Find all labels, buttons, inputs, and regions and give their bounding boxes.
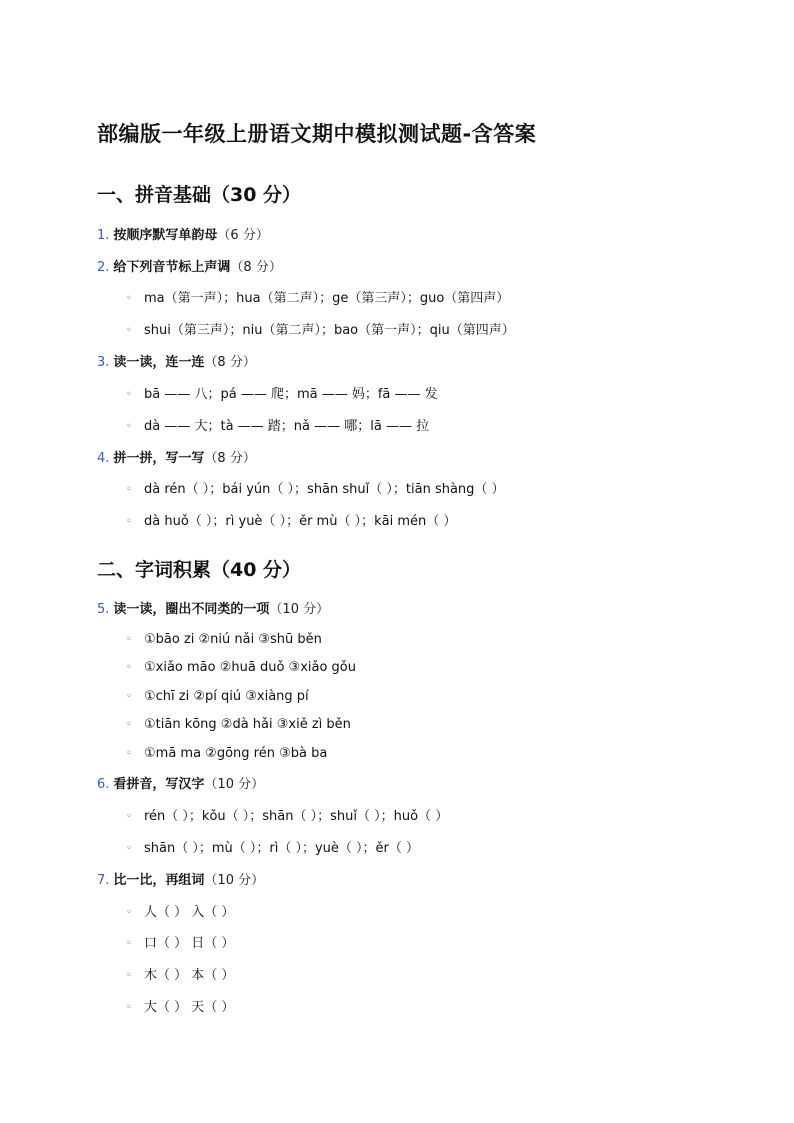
- bullet-icon: ◦: [126, 938, 132, 949]
- item-text: shui（第三声）；niu（第二声）；bao（第一声）；qiu（第四声）: [144, 323, 515, 338]
- bullet-icon: ◦: [126, 811, 132, 822]
- bullet-icon: ◦: [126, 843, 132, 854]
- bullet-icon: ◦: [126, 1002, 132, 1013]
- question-text: 给下列音节标上声调: [113, 260, 231, 275]
- question-text: 按顺序默写单韵母: [113, 228, 218, 243]
- question-2: [97, 256, 282, 275]
- question-6: [97, 773, 264, 792]
- list-item: [126, 660, 356, 675]
- item-text: shān（ ）；mù（ ）；rì（ ）；yuè（ ）；ěr（ ）: [144, 841, 420, 856]
- item-text: dà —— 大；tà —— 踏；nǎ —— 哪；lā —— 拉: [144, 419, 430, 434]
- document-title: 部编版一年级上册语文期中模拟测试题-含答案: [97, 122, 537, 146]
- list-item: [126, 996, 234, 1015]
- list-item: [126, 287, 509, 306]
- bullet-icon: ◦: [126, 907, 132, 918]
- item-text: 大（ ） 天（ ）: [144, 1000, 235, 1015]
- item-text: dà huǒ（ ）；rì yuè（ ）；ěr mù（ ）；kāi mén（ ）: [144, 514, 457, 529]
- item-text: ma（第一声）；hua（第二声）；ge（第三声）；guo（第四声）: [144, 291, 510, 306]
- question-5: [97, 598, 329, 617]
- bullet-icon: ◦: [126, 484, 132, 495]
- list-item: [126, 415, 429, 434]
- question-number: 3.: [97, 355, 110, 370]
- bullet-icon: ◦: [126, 719, 132, 730]
- question-number: 7.: [97, 873, 110, 888]
- list-item: [126, 964, 234, 983]
- list-item: [126, 901, 234, 920]
- list-item: [126, 689, 309, 704]
- question-text: 读一读，连一连: [113, 355, 205, 370]
- bullet-icon: ◦: [126, 389, 132, 400]
- list-item: [126, 632, 322, 647]
- question-number: 6.: [97, 777, 110, 792]
- question-4: [97, 447, 256, 466]
- bullet-icon: ◦: [126, 691, 132, 702]
- question-text: 比一比，再组词: [113, 873, 205, 888]
- question-score: （8 分）: [230, 260, 282, 275]
- item-text: ①xiǎo māo ②huā duǒ ③xiǎo gǒu: [144, 660, 356, 675]
- question-score: （8 分）: [204, 355, 256, 370]
- item-text: ①bāo zi ②niú nǎi ③shū běn: [144, 632, 322, 647]
- list-item: [126, 837, 419, 856]
- question-7: [97, 869, 264, 888]
- list-item: [126, 717, 351, 732]
- question-text: 看拼音，写汉字: [113, 777, 205, 792]
- list-item: [126, 319, 515, 338]
- item-text: bā —— 八；pá —— 爬；mā —— 妈；fā —— 发: [144, 387, 438, 402]
- list-item: [126, 805, 448, 824]
- item-text: 口（ ） 日（ ）: [144, 936, 235, 951]
- item-text: 人（ ） 入（ ）: [144, 905, 235, 920]
- question-score: （6 分）: [217, 228, 269, 243]
- bullet-icon: ◦: [126, 516, 132, 527]
- bullet-icon: ◦: [126, 293, 132, 304]
- question-score: （10 分）: [204, 873, 265, 888]
- question-score: （8 分）: [204, 451, 256, 466]
- question-text: 读一读，圈出不同类的一项: [113, 602, 270, 617]
- list-item: [126, 383, 438, 402]
- item-text: dà rén（ ）；bái yún（ ）；shān shuǐ（ ）；tiān shàng（ ）: [144, 482, 505, 497]
- item-text: 木（ ） 本（ ）: [144, 968, 235, 983]
- bullet-icon: ◦: [126, 662, 132, 673]
- bullet-icon: ◦: [126, 970, 132, 981]
- list-item: [126, 478, 505, 497]
- question-number: 5.: [97, 602, 110, 617]
- item-text: ①tiān kōng ②dà hǎi ③xiě zì běn: [144, 717, 351, 732]
- list-item: [126, 746, 327, 761]
- list-item: [126, 510, 456, 529]
- question-number: 4.: [97, 451, 110, 466]
- item-text: rén（ ）；kǒu（ ）；shān（ ）；shuǐ（ ）；huǒ（ ）: [144, 809, 449, 824]
- list-item: [126, 932, 234, 951]
- question-number: 2.: [97, 260, 110, 275]
- question-text: 拼一拼，写一写: [113, 451, 205, 466]
- bullet-icon: ◦: [126, 421, 132, 432]
- bullet-icon: ◦: [126, 634, 132, 645]
- question-score: （10 分）: [269, 602, 330, 617]
- bullet-icon: ◦: [126, 748, 132, 759]
- bullet-icon: ◦: [126, 325, 132, 336]
- item-text: ①mā ma ②gōng rén ③bà ba: [144, 746, 328, 761]
- question-score: （10 分）: [204, 777, 265, 792]
- question-1: [97, 224, 269, 243]
- question-number: 1.: [97, 228, 110, 243]
- item-text: ①chī zi ②pí qiú ③xiàng pí: [144, 689, 309, 704]
- section-heading-vocabulary: 二、字词积累（40 分）: [97, 559, 302, 581]
- section-heading-pinyin: 一、拼音基础（30 分）: [97, 184, 302, 206]
- question-3: [97, 351, 256, 370]
